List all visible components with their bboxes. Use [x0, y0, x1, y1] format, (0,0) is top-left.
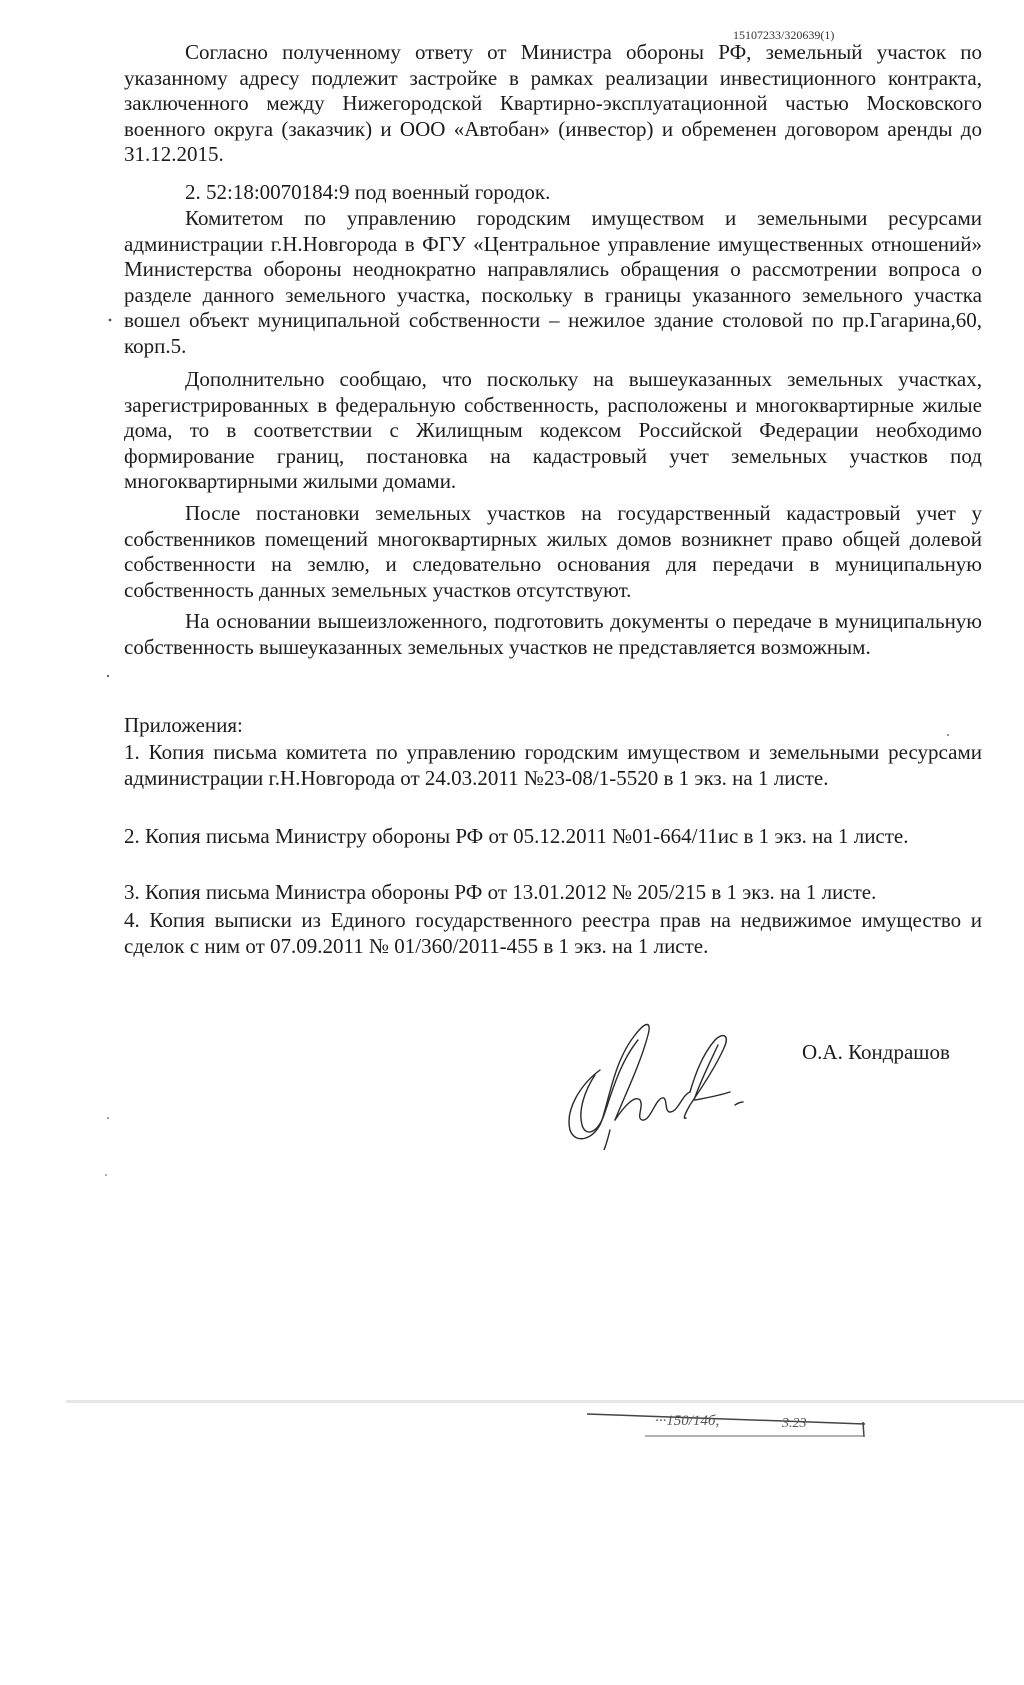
body-paragraph-4: Дополнительно сообщаю, что поскольку на вышеуказанных земельных участках, зарегистрированных в федеральную собственность, расположены и многоквартирные жилые дома, то в соответствии с Жилищным кодексом Российской Федерации необходимо формирование границ, постановка на кадастровый учет земельных участков под многоквартирными жилыми домами.: [124, 367, 982, 494]
body-paragraph-3: Комитетом по управлению городским имуществом и земельными ресурсами администрации г.Н.Новгорода в ФГУ «Центральное управление имущественных отношений» Министерства обороны неоднократно направлялись обращения о рассмотрении вопроса о разделе данного земельного участка, поскольку в границы указанного земельного участка вошел объект муниципальной собственности – нежилое здание столовой по пр.Гагарина,60, корп.5.: [124, 206, 982, 358]
signer-name: О.А. Кондрашов: [802, 1040, 950, 1064]
appendix-item-3: 3. Копия письма Министра обороны РФ от 13.01.2012 № 205/215 в 1 экз. на 1 листе.: [124, 880, 877, 904]
appendix-item-1: 1. Копия письма комитета по управлению городским имуществом и земельными ресурсами администрации г.Н.Новгорода от 24.03.2011 №23-08/1-5520 в 1 экз. на 1 листе.: [124, 740, 982, 790]
appendix-title: Приложения:: [124, 713, 243, 737]
appendix-item-4: 4. Копия выписки из Единого государственного реестра прав на недвижимое имущество и сделок с ним от 07.09.2011 № 01/360/2011-455 в 1 экз. на 1 листе.: [124, 908, 982, 958]
stamp-text: ···150/14б,: [655, 1413, 720, 1429]
page-fold-shadow: [66, 1400, 1024, 1403]
registration-stamp: [585, 1410, 867, 1438]
body-paragraph-5: После постановки земельных участков на государственный кадастровый учет у собственников помещений многоквартирных жилых домов возникнет право общей долевой собственности на землю, и следовательно основания для передачи в муниципальную собственность данных земельных участков отсутствуют.: [124, 501, 982, 602]
appendix-item-2: 2. Копия письма Министру обороны РФ от 05.12.2011 №01-664/11ис в 1 экз. на 1 листе.: [124, 824, 909, 848]
body-paragraph-1: Согласно полученному ответу от Министра обороны РФ, земельный участок по указанному адресу подлежит застройке в рамках реализации инвестиционного контракта, заключенного между Нижегородской Квартирно-эксплуатационной частью Московского военного округа (заказчик) и ООО «Автобан» (инвестор) и обременен договором аренды до 31.12.2015.: [124, 40, 982, 167]
stamp-number: 3.23: [782, 1416, 807, 1431]
body-paragraph-2: 2. 52:18:0070184:9 под военный городок.: [185, 180, 551, 204]
document-reference-number: 15107233/320639(1): [733, 28, 835, 42]
body-paragraph-6: На основании вышеизложенного, подготовить документы о передаче в муниципальную собственность вышеуказанных земельных участков не представляется возможным.: [124, 609, 982, 659]
handwritten-signature-icon: [540, 1000, 770, 1150]
